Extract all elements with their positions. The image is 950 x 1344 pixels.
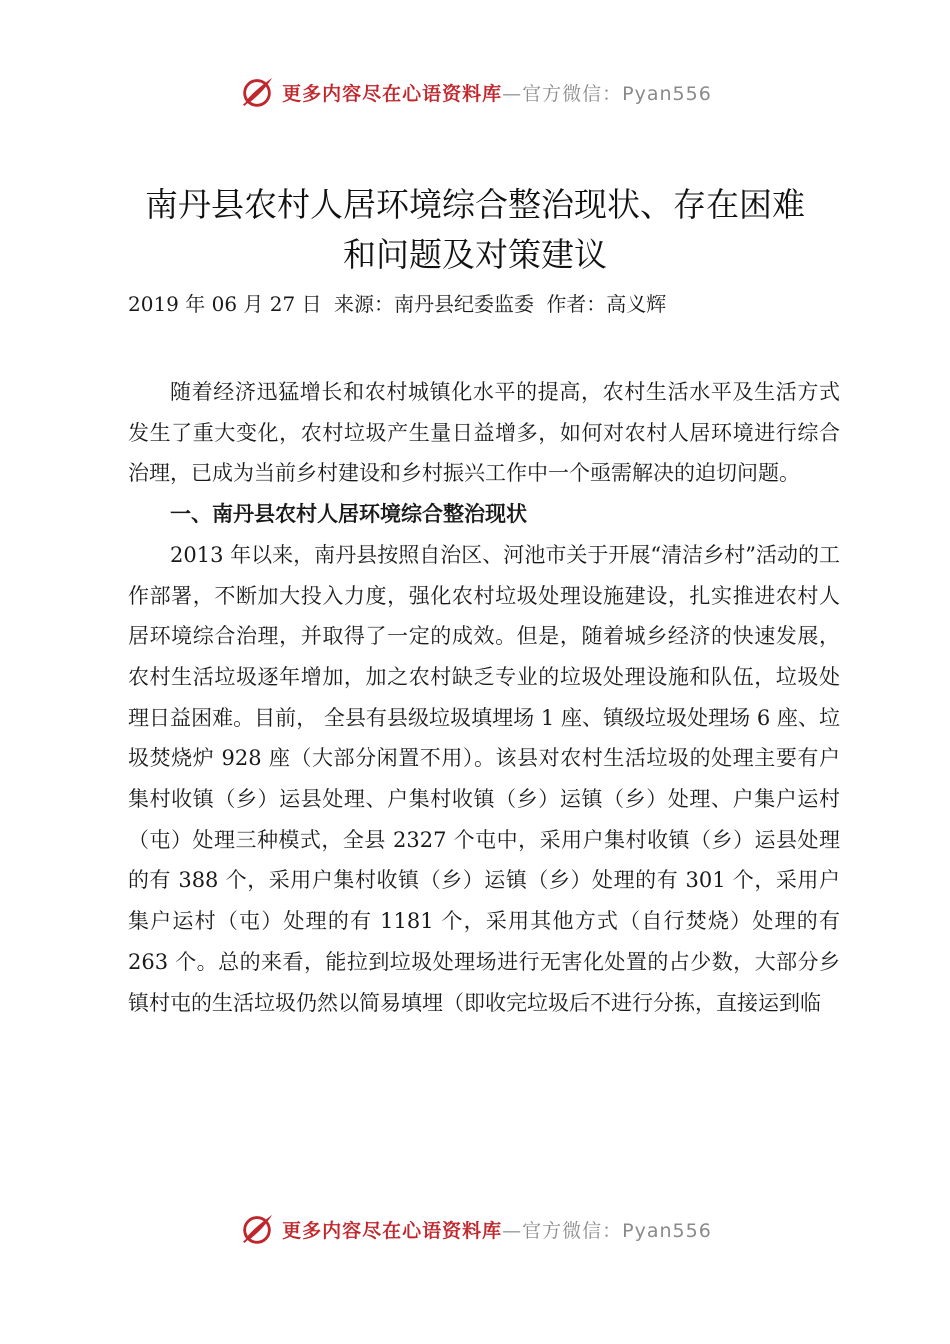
section-1-paragraph: 2013 年以来，南丹县按照自治区、河池市关于开展“清洁乡村”活动的工作部署，不断加大投入力度，强化农村垃圾处理设施建设，扎实推进农村人居环境综合治理，并取得了一定的成效。但是，随着城乡经济的快速发展，农村生活垃圾逐年增加，加之农村缺乏专业的垃圾处理设施和队伍，垃圾处理日益困难。目前， 全县有县级垃圾填埋场 1 座、镇级垃圾处理场 6 座、垃圾焚烧炉 928 座（大部分闲置不用）。该县对农村生活垃圾的处理主要有户集村收镇（乡）运县处理、户集村收镇（乡）运镇（乡）处理、户集户运村（屯）处理三种模式，全县 2327 个屯中，采用户集村收镇（乡）运县处理的有 388 个，采用户集村收镇（乡）运镇（乡）处理的有 301 个，采用户集户运村（屯）处理的有 1181 个，采用其他方式（自行焚烧）处理的有 263 个。总的来看，能拉到垃圾处理场进行无害化处置的占少数，大部分乡镇村屯的生活垃圾仍然以简易填埋（即收完垃圾后不进行分拣，直接运到临 [128, 542, 840, 1015]
banner-red-text: 更多内容尽在心语资料库 [282, 82, 503, 105]
footer-banner [0, 1207, 950, 1251]
document-meta [128, 288, 848, 317]
section-1-heading: 一、南丹县农村人居环境综合整治现状 [170, 502, 527, 527]
banner-wechat-text: 官方微信：Pyan556 [522, 1219, 712, 1242]
document-title [80, 180, 870, 280]
quill-logo-icon [238, 1210, 276, 1248]
banner-text [282, 1216, 712, 1243]
title-line-1: 南丹县农村人居环境综合整治现状、存在困难 [145, 185, 805, 224]
meta-source: 来源：南丹县纪委监委 [333, 292, 534, 316]
quill-logo-icon [238, 73, 276, 111]
title-line-2: 和问题及对策建议 [343, 235, 607, 274]
document-body [128, 372, 840, 1023]
meta-date: 2019 年 06 月 27 日 [128, 292, 322, 316]
banner-red-text: 更多内容尽在心语资料库 [282, 1219, 503, 1242]
banner-dash: — [502, 1219, 523, 1242]
meta-author: 作者：高义辉 [546, 292, 667, 316]
banner-text [282, 79, 712, 106]
intro-paragraph: 随着经济迅猛增长和农村城镇化水平的提高，农村生活水平及生活方式发生了重大变化，农村垃圾产生量日益增多，如何对农村人居环境进行综合治理，已成为当前乡村建设和乡村振兴工作中一个亟需解决的迫切问题。 [128, 380, 840, 486]
header-banner [0, 70, 950, 114]
banner-wechat-text: 官方微信：Pyan556 [522, 82, 712, 105]
banner-dash: — [502, 82, 523, 105]
